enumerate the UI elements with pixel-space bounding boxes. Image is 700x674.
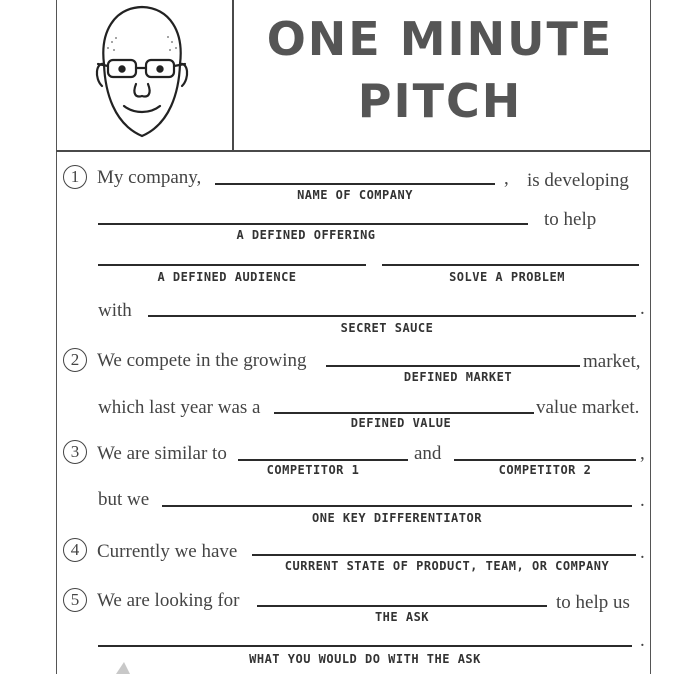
header-divider-vertical xyxy=(232,0,234,150)
blank-defined-audience[interactable] xyxy=(98,264,366,266)
blank-the-ask[interactable] xyxy=(257,605,547,607)
step-number-3: 3 xyxy=(63,440,87,464)
blank-defined-market[interactable] xyxy=(326,365,580,367)
period: . xyxy=(640,490,645,511)
blank-key-differentiator[interactable] xyxy=(162,505,632,507)
step-number-2: 2 xyxy=(63,348,87,372)
blank-what-you-would-do[interactable] xyxy=(98,645,632,647)
blank-solve-problem[interactable] xyxy=(382,264,639,266)
label-current-state: CURRENT STATE OF PRODUCT, TEAM, OR COMPANY xyxy=(284,559,610,573)
text-currently: Currently we have xyxy=(97,541,238,562)
text-which-last-year: which last year was a xyxy=(98,397,261,418)
blank-defined-offering[interactable] xyxy=(98,223,528,225)
step-number-5: 5 xyxy=(63,588,87,612)
corner-triangle-icon xyxy=(114,660,132,674)
text-to-help: to help xyxy=(544,209,597,230)
label-the-ask: THE ASK xyxy=(374,610,430,624)
label-competitor-2: COMPETITOR 2 xyxy=(498,463,592,477)
header-divider-horizontal xyxy=(56,150,650,152)
label-defined-value: DEFINED VALUE xyxy=(350,416,452,430)
label-name-of-company: NAME OF COMPANY xyxy=(297,188,413,202)
blank-secret-sauce[interactable] xyxy=(148,315,636,317)
text-is-developing: is developing xyxy=(527,170,629,191)
blank-name-of-company[interactable] xyxy=(215,183,495,185)
period: . xyxy=(640,542,645,563)
bald-man-face-icon xyxy=(86,2,198,144)
text-and: and xyxy=(414,443,442,464)
period: . xyxy=(640,298,645,319)
period: . xyxy=(640,630,645,651)
comma: , xyxy=(504,168,509,189)
blank-defined-value[interactable] xyxy=(274,412,534,414)
page-title-line1: ONE MINUTE xyxy=(266,12,614,66)
label-defined-audience: A DEFINED AUDIENCE xyxy=(157,270,297,284)
label-what-you-would-do: WHAT YOU WOULD DO WITH THE ASK xyxy=(249,652,481,666)
step-number-4: 4 xyxy=(63,538,87,562)
text-we-compete: We compete in the growing xyxy=(97,350,307,371)
text-my-company: My company, xyxy=(97,167,202,188)
text-looking-for: We are looking for xyxy=(97,590,240,611)
blank-competitor-2[interactable] xyxy=(454,459,636,461)
label-key-differentiator: ONE KEY DIFFERENTIATOR xyxy=(312,511,482,525)
label-solve-problem: SOLVE A PROBLEM xyxy=(449,270,565,284)
text-market: market, xyxy=(583,351,641,372)
page-title-line2: PITCH xyxy=(357,74,523,128)
step-number-1: 1 xyxy=(63,165,87,189)
label-secret-sauce: SECRET SAUCE xyxy=(340,321,434,335)
text-with: with xyxy=(98,300,132,321)
blank-current-state[interactable] xyxy=(252,554,636,556)
text-to-help-us: to help us xyxy=(556,592,630,613)
text-similar-to: We are similar to xyxy=(97,443,227,464)
label-competitor-1: COMPETITOR 1 xyxy=(266,463,360,477)
label-defined-offering: A DEFINED OFFERING xyxy=(236,228,376,242)
text-value-market: value market. xyxy=(536,397,640,418)
blank-competitor-1[interactable] xyxy=(238,459,408,461)
label-defined-market: DEFINED MARKET xyxy=(403,370,513,384)
text-but-we: but we xyxy=(98,489,150,510)
comma: , xyxy=(640,443,645,464)
